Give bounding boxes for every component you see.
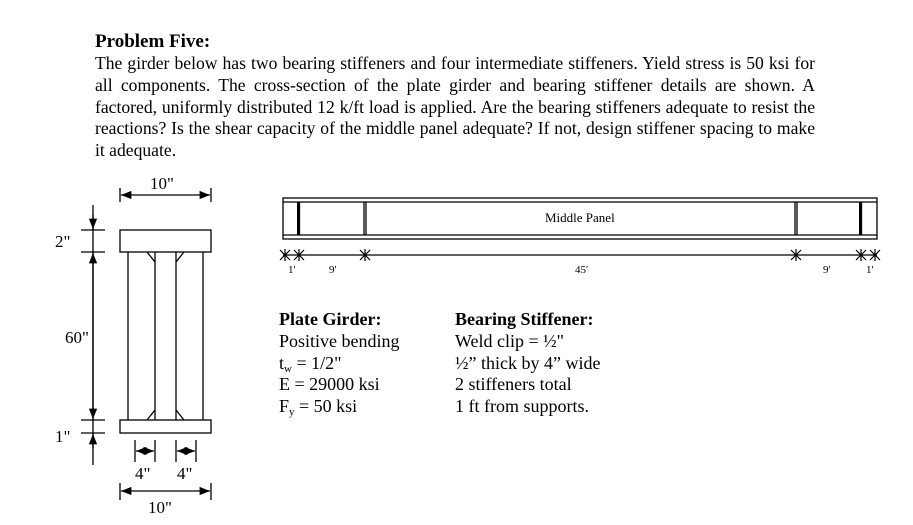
label-stiffener-left: 4" (135, 464, 151, 483)
clip-tl (147, 252, 155, 262)
label-flange-bottom: 1" (55, 427, 71, 446)
dim-label-3: 45' (575, 264, 588, 276)
problem-title: Problem Five: (95, 31, 211, 52)
bottom-flange (120, 420, 211, 433)
bearing-location: 1 ft from supports. (455, 396, 589, 417)
plate-girder-tw (279, 353, 400, 375)
plate-girder-bending: Positive bending (279, 330, 400, 351)
plate-girder-heading: Plate Girder: (279, 309, 382, 329)
dim-label-5: 1' (866, 264, 874, 276)
bearing-thickness: ½” thick by 4” wide (455, 352, 601, 373)
fy-value: = 50 ksi (294, 396, 358, 417)
plate-girder-e: E = 29000 ksi (279, 374, 380, 395)
tw-value: = 1/2" (291, 352, 342, 373)
problem-statement: The girder below has two bearing stiffeners and four intermediate stiffeners. Yield stress is 50 ksi for all components. The cross-section of the plate girder and bearing stiffener details are shown. A factored, uniformly distributed 12 k/ft load is applied. Are the bearing stiffeners adequate to resist the reactions? Is the shear capacity of the middle panel adequate? If not, design stiffener spacing to make it adequate. (95, 53, 815, 161)
tw-subscript: w (284, 362, 292, 375)
middle-panel-label: Middle Panel (545, 210, 615, 225)
label-flange-top: 2" (55, 232, 71, 251)
dim-label-1: 1' (288, 264, 296, 276)
fy-subscript: y (289, 406, 295, 419)
girder-elevation (283, 198, 877, 255)
label-top-width: 10" (150, 174, 174, 193)
label-stiffener-right: 4" (177, 464, 193, 483)
girder-cross-section (81, 188, 211, 500)
clip-tr (176, 252, 184, 262)
bearing-stiffener-heading: Bearing Stiffener: (455, 309, 594, 329)
bearing-stiffener-info (455, 309, 600, 418)
bearing-count: 2 stiffeners total (455, 374, 572, 395)
dim-label-2: 9' (329, 264, 337, 276)
tw-symbol: t (279, 352, 285, 373)
plate-girder-info (279, 309, 400, 418)
fy-symbol: F (279, 396, 290, 417)
label-web-height: 60" (65, 328, 89, 347)
bearing-weld-clip: Weld clip = ½" (455, 330, 565, 351)
dim-label-4: 9' (823, 264, 831, 276)
label-bottom-width: 10" (148, 498, 172, 517)
top-flange (120, 230, 211, 252)
clip-br (176, 410, 184, 420)
clip-bl (147, 410, 155, 420)
plate-girder-fy (279, 396, 400, 418)
